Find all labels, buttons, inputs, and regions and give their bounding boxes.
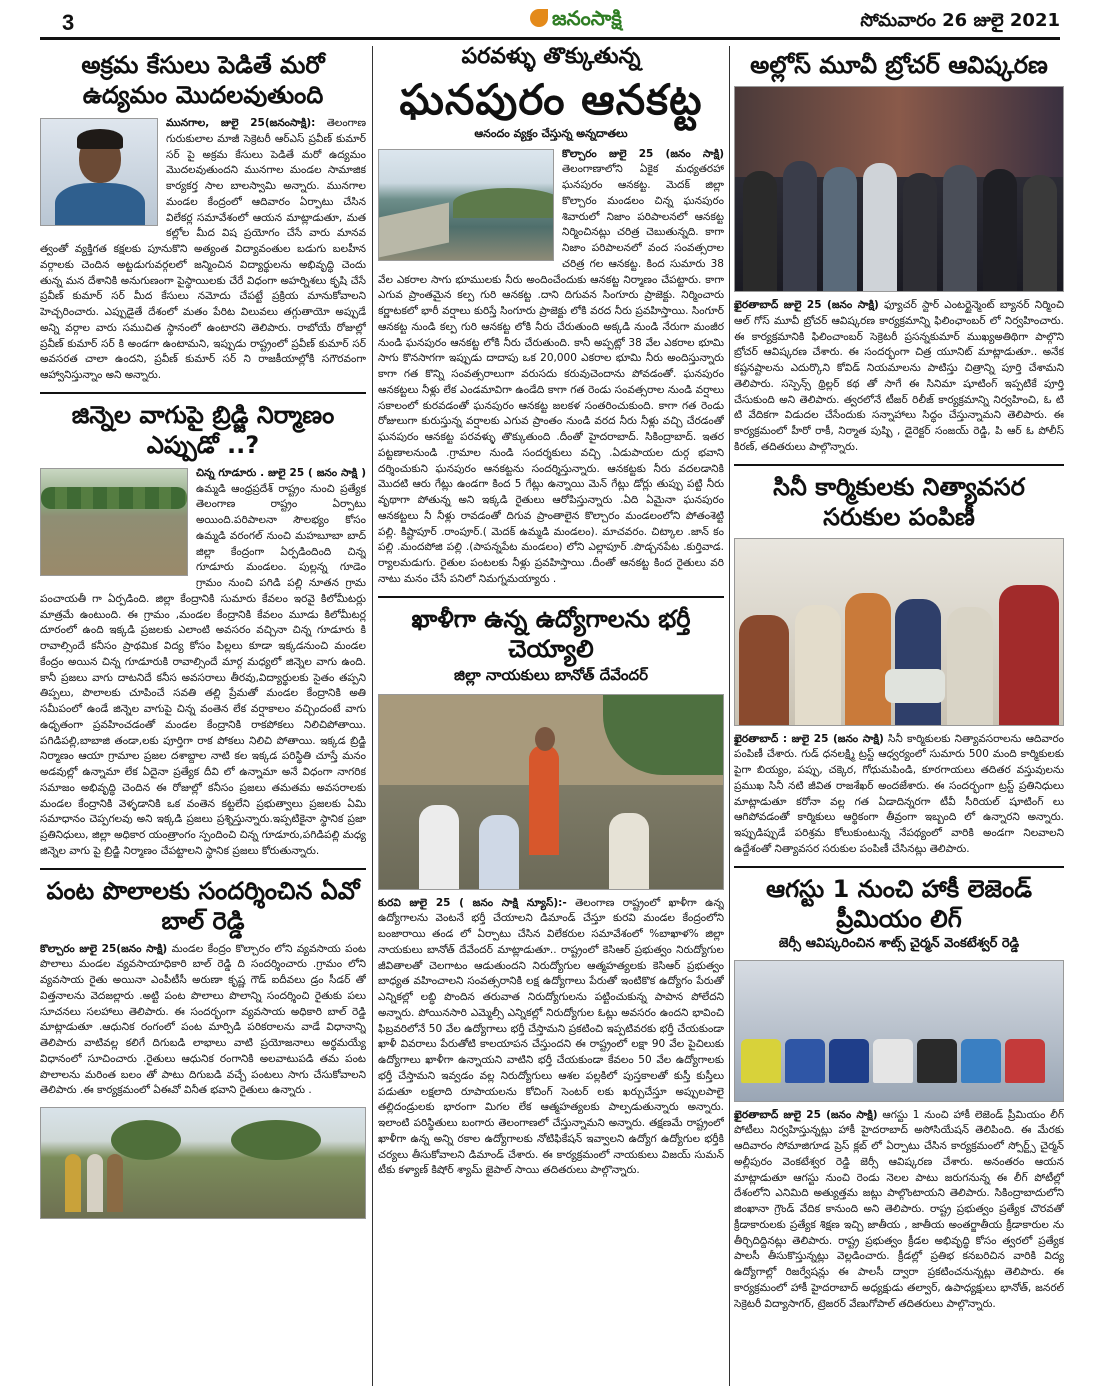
article-kicker: పరవళ్ళు తొక్కుతున్న [461,44,641,69]
page-number: 3 [62,10,75,35]
article-dateline: కురవి జులై 25 ( జనం సాక్షి న్యూస్):- [378,896,567,909]
article-separator [734,464,1064,466]
jersey-launch-photo [734,960,1064,1102]
article-subhead: ఆనందం వ్యక్తం చేస్తున్న అన్నదాతలు [474,126,628,140]
film-team-photo [734,86,1064,292]
column-divider [729,46,730,1386]
article-headline: అల్లోస్ మూవీ బ్రోచర్ ఆవిష్కరణ [750,51,1048,79]
article-text: తెలంగాణ రాష్ట్రంలో ఖాళీగా ఉన్న ఉద్యోగాలను వెంటనే భర్తీ చేయాలని డిమాండ్ చేస్తూ కురవి మండల కేంద్రంలోని బంజారాయి తండ లో ఏర్పాటు చేసిన విలేకరుల సమావేశంలో %బాఖాళ% జిల్లా నాయకులు బానోత్ దేవేందర్ మాట్లాడుతూ.. రాష్ట్రంలో కెసిఆర్ ప్రభుత్వం నిరుద్యోగుల జీవితాలతో చెలగాటం ఆడుతుందని నిరుద్యోగుల ఆత్మహత్యలకు కెసిఆర్ ప్రభుత్వం బాధ్యత వహించాలని సంవత్సరానికి లక్ష ఉద్యోగాలు పేరుతో ఇంటికొక ఉద్యోగం పేరుతో ఎన్నికల్లో లబ్ధి పొందిన తరువాత నిరుద్యోగులను పట్టించుకున్న పాపాన పోలేదని అన్నారు. పోయినసారి ఎమ్మెల్సీ ఎన్నికల్లో నిరుద్యోగుల ఓట్లు అవసరం ఉందని భావించి ఫిబ్రవరిలోనే 50 వేల ఉద్యోగాలు భర్తీ చేస్తామని ప్రకటించి ఇప్పటివరకు భర్తీ చేయకుండా ఖాళీ వివరాలు పేరుతోటి కాలయాపన చేస్తుందని ఈ రాష్ట్రంలో లక్షా 90 వేల పైచిలుకు ఉద్యోగాలు ఖాళీగా ఉన్నాయని వాటిని భర్తీ చేయకుండా కేవలం 50 వేల ఉద్యోగాలకు భర్తీ చేస్తామని ఇవ్వడం వల్ల నిరుద్యోగులు ఆశల పల్లకిలో పుస్తకాలతో కుస్తీ కుస్తీలు పడుతూ లక్షలాది రూపాయలను కోచింగ్ సెంటర్ లకు ఖర్చుచేస్తూ అప్పులపాలై తల్లిదండ్రులకు భారంగా మిగల లేక ఆత్మహత్యలకు పాల్పడుతున్నారు అన్నారు. ఇలాంటి పరిస్థితులు బంగారు తెలంగాణలో చేస్తున్నామని అన్నారు. తక్షణమే రాష్ట్రంలో ఖాళీగా ఉన్న అన్ని రకాల ఉద్యోగాలకు నోటిఫికేషన్ ఇవ్వాలని ఉద్యోగ ఉద్యోగుల భర్తీకి చర్యలు తీసుకోవాలని డిమాండ్ చేశారు. ఈ కార్యక్రమంలో నాయకులు విజయ్ సుమన్ టీకు కళ్యాణ్ కిషోర్ శ్యామ్ జైపాల్ సాయి తదితరులు పాల్గొన్నారు. [378,896,724,1177]
article-separator [40,868,366,870]
article-dateline: కొల్చారం జులై 25 (జనం సాక్షి) [562,147,724,160]
paddy-field-photo [40,1107,366,1219]
article-byline: జెర్సీ ఆవిష్కరించిన శాట్స్ చైర్మన్ వెంకటేశ్వర్ రెడ్డి [778,935,1020,951]
article-dateline: కొల్చారం జులై 25(జనం సాక్షి) [40,942,168,955]
article-body [734,732,1064,858]
article-headline: సినీ కార్మికులకు నిత్యావసర సరుకుల పంపిణీ [773,472,1025,531]
meeting-photo [378,694,724,890]
article-body [734,1108,1064,1313]
article-body [40,942,366,1100]
article-text: ఫ్యూచర్ స్టార్ ఎంటర్టైన్మెంట్ బ్యానర్ నిర్మించి ఆల్ గోస్ మూవీ బ్రోచర్ ఆవిష్కరణ కార్యక్రమాన్ని ఫిలింఛాంబర్ లో నిర్వహించారు. ఈ కార్యక్రమానికి ఫిలించాంబర్ సెక్రెటరీ ప్రసన్నకుమార్ ముఖ్యఅతిథిగా పాల్గొని బ్రోచర్ ఆవిష్కరణ చేశారు. ఈ సందర్భంగా చిత్ర యూనిట్ మాట్లాడుతూ.. అనేక కష్టనష్టాలను ఎదుర్కొని కోవిడ్ నియమాలను పాటిస్తు చిత్రాన్ని పూర్తి చేశామని తెలిపారు. సస్పెన్స్ థ్రిల్లర్ కథ తో సాగే ఈ సినిమా షూటింగ్ ఇప్పటికే పూర్తి చేసుకుంది అని తెలిపారు. త్వరలోనే టీజర్ రిలీజ్ కార్యక్రమాన్ని నిర్వహించి, ఓ టి టి వేదికగా విడుదల చేసేందుకు సన్నాహాలు సిద్ధం చేస్తున్నామని తెలిపారు. ఈ కార్యక్రమంలో హీరో రాకీ, నిర్మాత పుష్పి , డైరెక్టర్ సంజయ్ రెడ్డి, పి ఆర్ ఓ పోలీస్ కిరణ్, తదితరులు పాల్గొన్నారు. [734,299,1064,453]
column-right [734,44,1064,1389]
article-headline: అక్రమ కేసులు పెడితే మరో ఉద్యమం మొదలవుతుంది [81,51,325,109]
article-dateline: చిన్న గూడూరు . జులై 25 ( జనం సాక్షి ) [196,466,366,479]
dam-photo [378,149,554,261]
newspaper-logo [530,6,622,35]
article-text: ఉమ్మడి ఆంధ్రప్రదేశ్ రాష్ట్రం నుంచి ప్రత్యేక తెలంగాణ రాష్ట్రం ఏర్పాటు అయింది.పరిపాలనా సౌలభ్యం కోసం ఉమ్మడి వరంగల్ నుంచి మహబూబా బాద్ జిల్లా కేంద్రంగా ఏర్పడిందింది చిన్న గూడూరు మండలం. పుల్లన్న గూడెం గ్రామం నుంచి పగిడి పల్లి నూతన గ్రామ పంచాయతీ గా ఏర్పడింది. జిల్లా కేంద్రానికి సుమారు కేవలం ఇరవై కిలోమీటర్లు మాత్రమే ఉంటుంది. ఈ గ్రామం ,మండల కేంద్రానికి కేవలం మూడు కిలోమీటర్ల దూరంలో ఉంది ఇక్కడి ప్రజలకు ఎలాంటి అవసరం వచ్చినా చిన్న గూడూరు కి రావాల్సిందే కనీసం ప్రాథమిక విద్య కోసం పిల్లలు కూడా ఇక్కడనుంచి మండల కేంద్రం అయిన చిన్న గూడూరుకి రావాల్సిందే మార్గ మధ్యలో జిన్నెల వాగు ఉంది. కానీ ప్రజలు వాగు దాటనిదే కనీస అవసరాలు తీరవు,విద్యార్థులకు సైతం తప్పని తిప్పలు, పొలాలకు చూపించే సవతి తల్లి ప్రేమతో మండల కేంద్రానికి అతి సమీపంలో ఉండే జిన్నెల వాగుపై చిన్న వంతెన లేక వర్షాకాలం వచ్చిందంటే వాగు ఉధృతంగా ప్రవహించడంతో మండల కేంద్రానికి రాకపోకలు నిలిచిపోతాయి. పగిడిపల్లి,బాబాజి తండా,లకు పూర్తిగా రాక పోకలు నిలిచి పోతాయి. ఇక్కడ బ్రిడ్జి నిర్మాణం ఆయా గ్రామాల ప్రజల దశాబ్దాల నాటి కల ఇక్కడ పరిస్థితి చూస్తే మనం అడవుల్లో ఉన్నామా లేక ఏదైనా ప్రత్యేక దీవి లో ఉన్నామా అనే విధంగా నాగరిక సమాజం అభివృద్ధి చెందిన ఈ రోజుల్లో కనీసం ప్రజలు తమతమ అవసరాలకు మండల కేంద్రానికి వెళ్ళడానికి ఒక వంతెన కట్టలేని ప్రభుత్వాలు ప్రజలకు ఏమి సమాధానం చెప్పగలవు అని ఇక్కడి ప్రజలు ప్రశ్నిస్తున్నారు.ఇప్పటికైనా స్థానిక ప్రజా ప్రతినిధులు, జిల్లా అధికార యంత్రాంగం స్పందించి చిన్న గూడూరు,పగిడిపల్లి మధ్య జిన్నెల వాగు పై బ్రిడ్జి నిర్మాణం చేపట్టాలని స్థానిక ప్రజలు కోరుతున్నారు. [40,482,366,857]
stream-photo [40,468,188,576]
article-text: మండల కేంద్రం కొల్చారం లోని వ్యవసాయ పంట పొలాలు మండల వ్యవసాయాధికారి బాల్ రెడ్డి ది సందర్శించారు .గ్రామం లోని వ్యవసాయ రైతు అయినా ఎంపీటీసీ అరుణా కృష్ణ గౌడ్ ఐదీవలు డ్రం సీడర్ తో విత్తనాలను వెదజల్లారు .అట్టి పంట పొలాలు పొలాన్ని సందర్శించి రైతుకు పలు సూచనలు సలహాలు తెలిపారు. ఈ సందర్భంగా వ్యవసాయ అధికారి బాల్ రెడ్డి మాట్లాడుతూ .ఆధునిక రంగంలో పంట మార్పిడి పరికరాలను వాడే విధానాన్ని తెలిపారు వాటివల్ల కలిగే దిగుబడి లాభాలు వాటి ప్రయోజనాలు అర్థమయ్యే విధానంలో సూచించారు .రైతులు ఆధునిక రంగానికి అలవాటుపడి తమ పంట పొలాలను మరింత బలం తో పాటు దిగుబడి వచ్చే పంటలు సాగు చేసుకోవాలని తెలిపారు .ఈ కార్యక్రమంలో ఏఈవో వినీత భవాని రైతులు ఉన్నారు . [40,942,366,1097]
article-text: ఆగస్టు 1 నుంచి హాకీ లెజెండ్ ప్రీమియం లీగ్ పోటీలు నిర్వహిస్తున్నట్లు హాకీ హైదరాబాద్ అసోసియేషన్ తెలిపింది. ఈ మేరకు ఆదివారం సోమాజిగూడ ప్రెస్ క్లబ్ లో ఏర్పాటు చేసిన కార్యక్రమంలో స్పోర్ట్స్ చైర్మన్ అల్లీపురం వెంకటేశ్వర రెడ్డి జెర్సీ ఆవిష్కరణ చేశారు. అనంతరం ఆయన మాట్లాడుతూ ఆగస్టు నుంచి రెండు నెలల పాటు జరుగనున్న ఈ లీగ్ పోటీల్లో దేశంలోని ఎనిమిది అత్యుత్తమ జట్లు పాల్గొంటాయని తెలిపారు. సికింద్రాబాదులోని జింఖానా గ్రౌండ్ వేదిక కానుంది అని తెలిపారు. రాష్ట్ర ప్రభుత్వం ప్రత్యేక చొరవతో క్రీడాకారులకు ప్రత్యేక శిక్షణ ఇచ్చి జాతీయ , జాతీయ అంతర్జాతీయ క్రీడాకారుల ను తీర్చిదిద్దినట్లు తెలిపారు. రాష్ట్ర ప్రభుత్వం క్రీడల అభివృద్ధి కోసం త్వరలో ప్రత్యేక పాలసీ తీసుకొస్తున్నట్లు వెల్లడించారు. క్రీడల్లో ప్రతిభ కనబరిచిన వారికి విద్య ఉద్యోగాల్లో రిజర్వేషన్లు ఈ పాలసీ ద్వారా ప్రకటించనున్నట్లు తెలిపారు. ఈ కార్యక్రమంలో హాకీ హైదరాబాద్ అధ్యక్షుడు తల్వార్, ఉపాధ్యక్షులు భానోత్, జనరల్ సెక్రెటరీ విద్యాసాగర్, ట్రెజరర్ వేణుగోపాల్ తదితరులు పాల్గొన్నారు. [734,1108,1064,1310]
masthead [40,6,1060,40]
issue-date: సోమవారం 26 జులై 2021 [860,10,1060,31]
column-divider [372,46,373,1386]
article-dateline: ఖైరతాబాద్ : జులై 25 (జనం సాక్షి) [734,732,884,745]
article-dateline: ఖైరతాబాద్ జులై 25 (జనం సాక్షి) [734,1108,878,1121]
article-text: తెలంగాణ గురుకులాల మాజీ సెక్రెటరీ ఆర్ఎస్ ప్రవీణ్ కుమార్ సర్ పై అక్రమ కేసులు పెడితే మరో ఉద్యమం మొదలవుతుందని మునగాల మండల సామాజిక కార్యకర్త సాల బాలస్వామి అన్నారు. మునగాల మండల కేంద్రంలో ఆదివారం ఏర్పాటు చేసిన విలేకర్ల సమావేశంలో ఆయన మాట్లాడుతూ, మత కల్లోల మీద విష ప్రయోగం చేసే వారు మానవ త్వంతో వ్యక్తిగత కక్షలకు పూనుకొని అత్యంత విద్యావంతుల బడుగు బలహీన వర్గాలకు చెందిన అట్టడుగువర్గలలో జన్మించిన విద్యార్థులను అభివృద్ధి చెందు తున్న మన దేశానికి అనుగుణంగా పైస్థాయిలకు చేరే విధంగా అహర్నిశలు కృషి చేసే ప్రవీణ్ కుమార్ సర్ మీద కేసులు నమోదు చేపట్టే ప్రక్రియ మానుకోవాలని హెచ్చరించారు. ఎప్పుడైతే దేశంలో మతం పేరిట విలువలు తగ్గుతాయో అప్పుడే అన్ని వర్గాల వారు సముచిత స్థానంలో ఉంటారని తెలిపారు. రాబోయే రోజుల్లో ప్రవీణ్ కుమార్ సర్ కి అండగా ఉంటామని, ఇప్పుడు రాష్ట్రంలో ప్రవీణ్ కుమార్ సర్ అవసరత చాలా ఉందని, ప్రవీణ్ కుమార్ సర్ ని రాజకీయాల్లోకి సగౌరవంగా ఆహ్వానిస్తున్నాం అని అన్నారు. [40,117,366,381]
article-headline: ఖాళీగా ఉన్న ఉద్యోగాలను భర్తీ చెయ్యాలి [411,604,691,663]
logo-leaf-icon [530,9,548,27]
article-dateline: ఖైరతాబాద్ జులై 25 (జనం సాక్షి) [734,299,879,311]
article-text: సినీ కార్మికులకు నిత్యావసరాలను ఆదివారం పంపిణీ చేశారు. గుడ్ ధనలక్ష్మి ట్రస్ట్ ఆధ్వర్యంలో సుమారు 500 మంది కార్మికులకు పైగా బియ్యం, పప్పు, చక్కెర, గోధుమపిండి, కూరగాయలు తదితర వస్తువులను ప్రముఖ సినీ నటి జీవిత రాజశేఖర్ అందజేశారు. ఈ సందర్భంగా ట్రస్ట్ ప్రతినిధులు మాట్లాడుతూ కరోనా వల్ల గత ఏడాదిన్నరగా టీవీ సీరియల్ షూటింగ్ లు ఆగిపోవడంతో కార్మికులు ఆర్థికంగా తీవ్రంగా ఇబ్బంది లో ఉన్నారని అన్నారు. ఇప్పుడిప్పుడే పరిశ్రమ కోలుకుంటున్న నేపథ్యంలో వారికి అండగా నిలవాలని ఉద్దేశంతో నిత్యావసర సరుకుల పంపిణీ చేసినట్లు తెలిపారు. [734,732,1064,855]
article-byline: జిల్లా నాయకులు బానోత్ దేవేందర్ [454,665,648,684]
article-separator [40,392,366,394]
column-left [40,44,366,1389]
article-text: తెలంగాణాలోని ఏకైక మధ్యతరహా ఘనపురం ఆనకట్ట. మెదక్ జిల్లా కొల్చారం మండలం చిన్న ఘనపురం శివారులో నిజాం పరిపాలనలో ఆనకట్ట నిర్మించినట్లు చరిత్ర చెబుతున్నది. కాగా నిజాం పరిపాలనలో వంద సంవత్సరాల చరిత్ర గల ఆనకట్ట. కింద సుమారు 38 వేల ఎకరాల సాగు భూములకు నీరు అందించేందుకు ఆనకట్ట నిర్మాణం చేపట్టారు. కాగా ఎగువ ప్రాంతమైన కల్ప గురి ఆనకట్ట .దాని దిగువన సింగూరు ప్రాజెక్టు. నిర్మించారు కర్ణాటకలో భారీ వర్షాలు కురిస్తే సింగూరు ప్రాజెక్టు లోకి వరద నీరు ప్రవహిస్తాయి. సింగూర్ ఆనకట్ట నుండి కల్ప గురి ఆనకట్ట లోకి నీరు చేరుతుంది అక్కడి నుండి నేరుగా మంజీర నుండి ఘనపురం ఆనకట్ట లోకి నీరు చేరుతుంది. కానీ అప్పట్లో 38 వేల ఎకరాల భూమి సాగు కొనసాగగా ఇప్పుడు దాదాపు ఒక 20,000 ఎకరాల భూమి నీరు అందిస్తున్నారు కాగా గత కొన్ని సంవత్సరాలుగా వరుసదు కరువుచెందాను పోవడంతో. ఘనపురం ఆనకట్టలు నీళ్లు లేక ఎండమావిగా ఉండేది కాగా గత రెండు సంవత్సరాల నుండి వర్షాలు సకాలంలో కురవడంతో ఘనపురం ఆనకట్ట జలకళ సంతరించుకుంది. కాగా గత రెండు రోజులుగా కురుస్తున్న వర్షాలకు ఎగువ ప్రాంతం నుండి వరద నీరు నీళ్లు వచ్చి చేరడంతో ఘనపురం ఆనకట్ట పరవళ్ళు తొక్కుతుంది .దీంతో హైదరాబాద్. సికింద్రాబాద్. ఇతర పట్టణాలనుండి .గ్రామాల నుండి సందర్శకులు వచ్చి .ఏడుపాయల దుర్గ భవాని దర్శించుకుని ఘనపురం ఆనకట్టను సందర్శిస్తున్నారు. ఆనకట్టకు నీరు వదలడానికి మొదటి ఆరు గేట్లు ఉండగా కింద 5 గేట్లు ఉన్నాయి మెన్ గేట్లు డోర్లు తుప్పు పట్టి నీరు వృథాగా పోతున్న అని ఇక్కడి రైతులు ఆరోపిస్తున్నారు .ఏది ఏమైనా ఘనపురం ఆనకట్టలు నీ నీళ్లు రావడంతో దిగువ ప్రాంతాలైన కొల్చారం మండలంలోని పోతంశెట్టి పల్లి. కిష్టాపూర్ .రాంపూర్.( మెదక్ ఉమ్మడి మండలం). మాచవరం. చిట్కాల .జాన్ కం పల్లి .మందపోజి పల్లి .(పాపన్నపేట మండలం) లోని ఎల్లాపూర్ .పొడ్చనపేట .కుర్తివాడ. ర్యాలమడుగు. రైతుల పంటలకు నీళ్లు ప్రవహిస్తాయి .దీంతో ఆనకట్ట కింద రైతులు వరి నాటు మనం చేసే పనిలో నిమగ్నమయ్యారు . [378,163,724,585]
column-center [378,44,724,1389]
portrait-photo [40,118,158,226]
article-separator [378,596,724,598]
article-separator [734,866,1064,868]
logo-text: జనంసాక్షి [552,6,622,30]
article-headline: ఘనపురం ఆనకట్ట [399,75,703,124]
article-headline: ఆగస్టు 1 నుంచి హాకీ లెజెండ్ ప్రీమియం లిగ్ [765,874,1033,933]
article-dateline: మునగాల, జులై 25(జనంసాక్షి): [166,117,316,129]
article-body [378,896,724,1180]
article-body [734,298,1064,456]
article-headline: జిన్నెల వాగుపై బ్రిడ్జి నిర్మాణం ఎప్పుడో ..? [71,400,335,459]
distribution-photo [734,538,1064,726]
article-headline: పంట పొలాలకు సందర్శించిన ఏవో బాల్ రెడ్డి [46,876,360,935]
